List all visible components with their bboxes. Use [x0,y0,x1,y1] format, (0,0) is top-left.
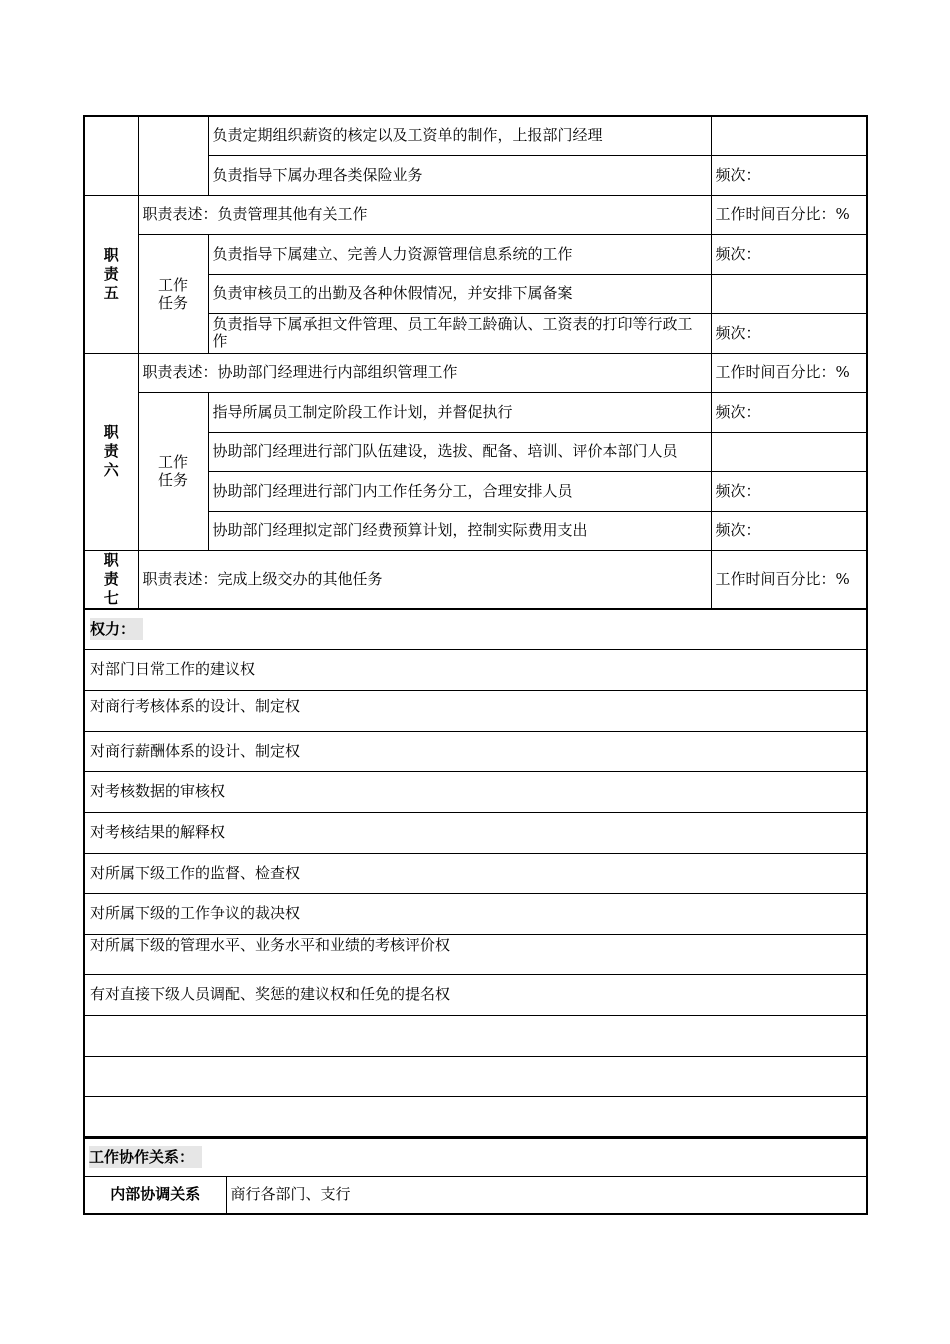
task-frequency: 频次： [711,471,867,511]
task-frequency [711,274,867,313]
duty-7-label: 职 责 七 [84,550,138,609]
list-item [84,893,867,934]
task-frequency [711,116,867,155]
list-item [84,934,867,974]
task-text: 负责指导下属办理各类保险业务 [208,155,711,195]
duty-7-time-percent: 工作时间百分比：% [711,550,867,609]
power-item: 对商行考核体系的设计、制定权 [84,690,867,731]
list-item [84,853,867,893]
duty-label-empty [84,116,138,195]
task-frequency: 频次： [711,313,867,353]
power-item: 对所属下级的管理水平、业务水平和业绩的考核评价权 [84,934,867,974]
task-text: 协助部门经理进行部门队伍建设，选拔、配备、培训、评价本部门人员 [208,432,711,471]
duty-7-statement: 职责表述：完成上级交办的其他任务 [138,550,711,609]
list-item [84,690,867,731]
task-text: 负责指导下属建立、完善人力资源管理信息系统的工作 [208,234,711,274]
list-item [84,649,867,690]
power-item: 对考核结果的解释权 [84,812,867,853]
task-frequency: 频次： [711,234,867,274]
powers-table [83,608,868,1138]
task-text: 协助部门经理进行部门内工作任务分工，合理安排人员 [208,471,711,511]
power-item: 对所属下级的工作争议的裁决权 [84,893,867,934]
task-text: 指导所属员工制定阶段工作计划，并督促执行 [208,392,711,432]
table-row [84,550,867,609]
collaboration-table [83,1137,868,1215]
internal-relation-value: 商行各部门、支行 [226,1176,867,1214]
powers-header: 权力： [84,609,867,649]
table-row [84,1176,867,1214]
duty-6-label: 职 责 六 [84,353,138,550]
list-item [84,731,867,771]
task-frequency: 频次： [711,392,867,432]
power-item: 对商行薪酬体系的设计、制定权 [84,731,867,771]
list-item [84,1015,867,1056]
table-row [84,353,867,392]
task-text: 负责定期组织薪资的核定以及工资单的制作，上报部门经理 [208,116,711,155]
duty-6-statement: 职责表述：协助部门经理进行内部组织管理工作 [138,353,711,392]
task-text: 负责指导下属承担文件管理、员工年龄工龄确认、工资表的打印等行政工作 [208,313,711,353]
internal-relation-label: 内部协调关系 [84,1176,226,1214]
list-item [84,771,867,812]
power-item: 对所属下级工作的监督、检查权 [84,853,867,893]
table-row [84,195,867,234]
power-item: 对部门日常工作的建议权 [84,649,867,690]
power-item-empty [84,1015,867,1056]
collaboration-header: 工作协作关系： [84,1138,867,1176]
task-frequency: 频次： [711,155,867,195]
power-item-empty [84,1096,867,1137]
list-item [84,812,867,853]
duty-5-time-percent: 工作时间百分比：% [711,195,867,234]
table-row [84,234,867,274]
duty-5-label: 职 责 五 [84,195,138,353]
list-item [84,1056,867,1096]
table-row [84,392,867,432]
task-frequency [711,432,867,471]
duty-6-sub-label: 工作 任务 [138,392,208,550]
task-text: 负责审核员工的出勤及各种休假情况，并安排下属备案 [208,274,711,313]
power-item: 对考核数据的审核权 [84,771,867,812]
power-item: 有对直接下级人员调配、奖惩的建议权和任免的提名权 [84,974,867,1015]
duty-6-time-percent: 工作时间百分比：% [711,353,867,392]
power-item-empty [84,1056,867,1096]
duty-5-sub-label: 工作 任务 [138,234,208,353]
list-item [84,1096,867,1137]
task-frequency: 频次： [711,511,867,550]
duty-5-statement: 职责表述：负责管理其他有关工作 [138,195,711,234]
table-row [84,116,867,155]
duties-table [83,115,868,610]
task-text: 协助部门经理拟定部门经费预算计划，控制实际费用支出 [208,511,711,550]
table-row [84,1138,867,1176]
table-row [84,609,867,649]
list-item [84,974,867,1015]
sub-label-empty [138,116,208,195]
